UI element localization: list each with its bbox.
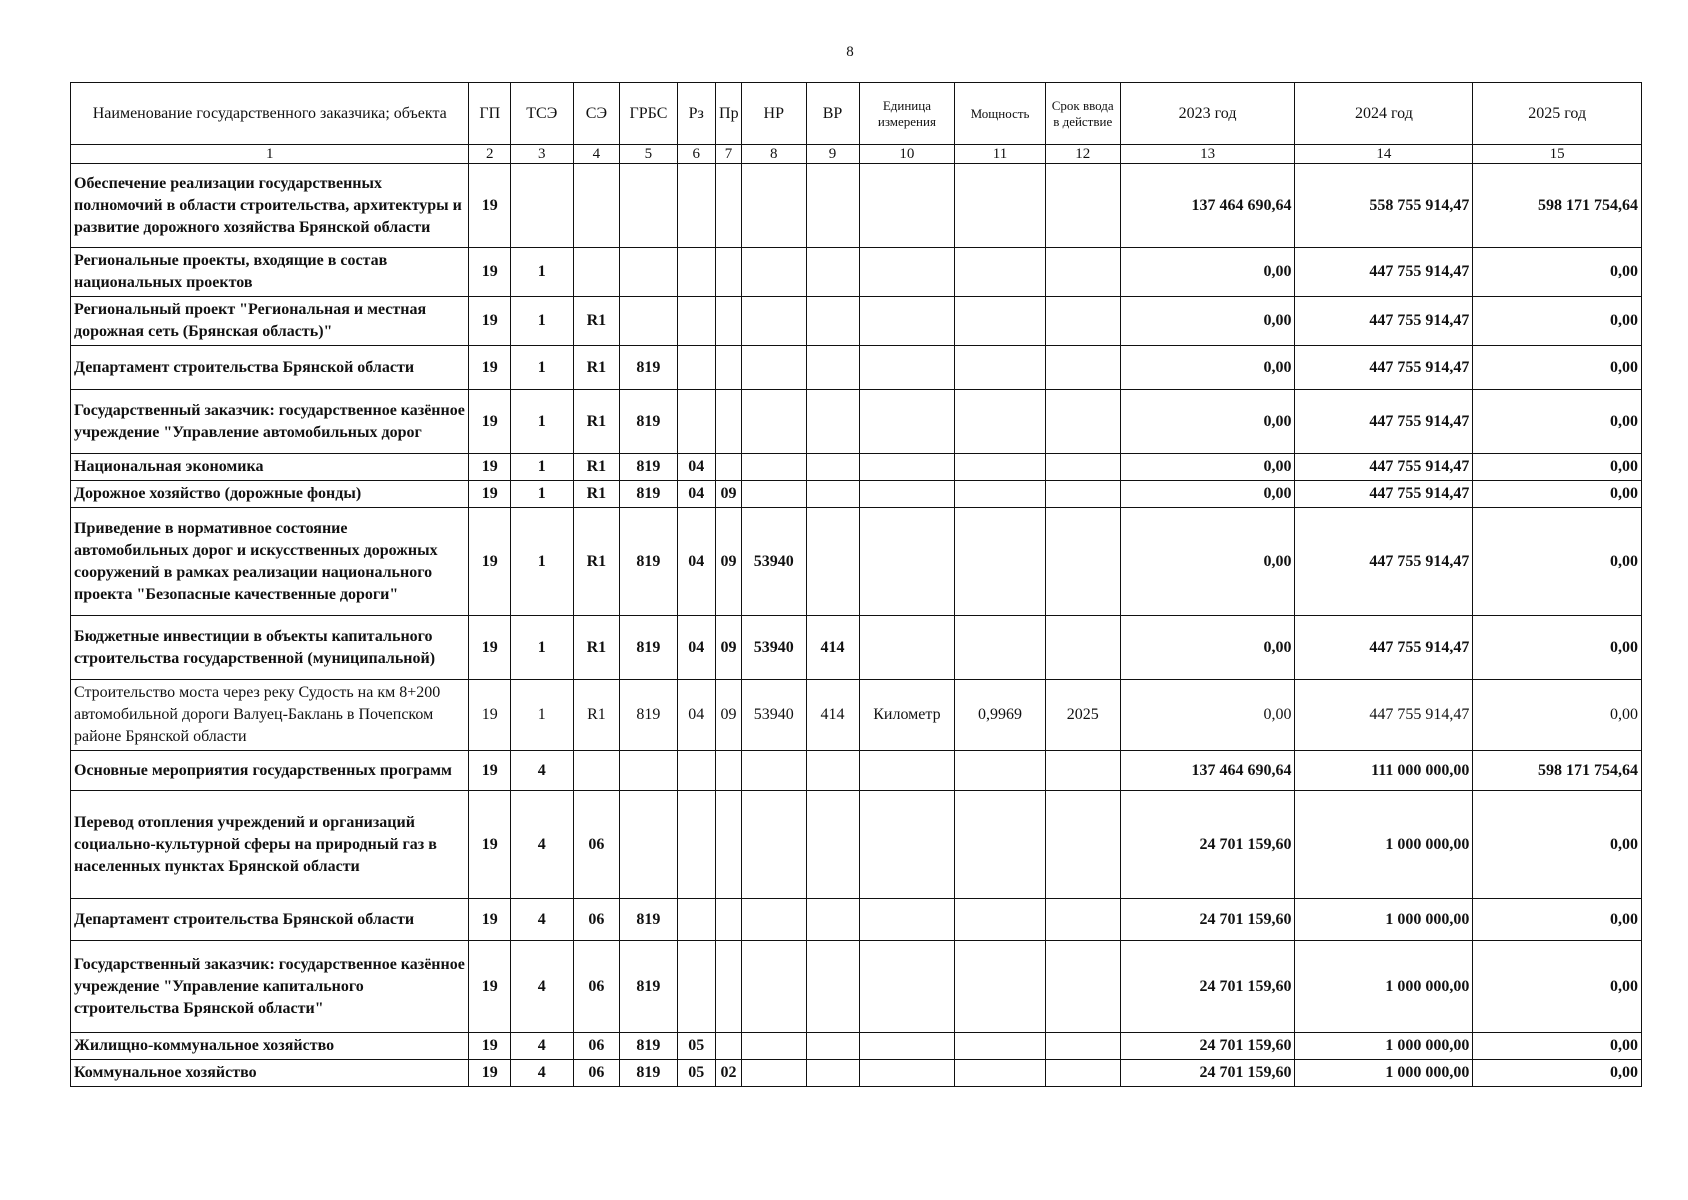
cell-se [573,164,620,248]
cell-name: Коммунальное хозяйство [71,1060,469,1087]
cell-2023: 24 701 159,60 [1120,941,1295,1033]
cell-se: 06 [573,1060,620,1087]
cell-power [955,454,1046,481]
header-term: Срок ввода в действие [1045,83,1120,145]
cell-se: R1 [573,680,620,751]
cell-2025: 0,00 [1473,899,1642,941]
cell-2024: 447 755 914,47 [1295,454,1473,481]
cell-pr [716,164,742,248]
cell-unit [859,791,955,899]
cell-se: 06 [573,899,620,941]
cell-vr [806,1033,859,1060]
header-tse: ТСЭ [511,83,573,145]
cell-vr [806,941,859,1033]
page-number: 8 [846,44,854,60]
cell-term [1045,481,1120,508]
header-power: Мощность [955,83,1046,145]
cell-2024: 447 755 914,47 [1295,346,1473,390]
cell-nr [742,454,807,481]
cell-unit [859,751,955,791]
cell-pr [716,297,742,346]
cell-se: R1 [573,616,620,680]
cell-grbs [620,297,677,346]
header-unit: Единица измерения [859,83,955,145]
cell-tse: 1 [511,616,573,680]
column-number: 8 [742,145,807,164]
cell-term [1045,1060,1120,1087]
cell-se: R1 [573,481,620,508]
table-row [71,297,1642,346]
cell-pr [716,454,742,481]
cell-tse: 1 [511,248,573,297]
cell-nr [742,941,807,1033]
cell-se: R1 [573,346,620,390]
table-row [71,1060,1642,1087]
cell-rz: 05 [677,1033,715,1060]
cell-pr [716,346,742,390]
cell-2024: 111 000 000,00 [1295,751,1473,791]
cell-gp: 19 [469,1033,511,1060]
column-number: 9 [806,145,859,164]
cell-rz [677,751,715,791]
cell-gp: 19 [469,164,511,248]
cell-tse [511,164,573,248]
table-row [71,481,1642,508]
cell-vr: 414 [806,680,859,751]
cell-2025: 0,00 [1473,616,1642,680]
cell-vr [806,390,859,454]
table-row [71,1033,1642,1060]
cell-grbs [620,791,677,899]
cell-2025: 0,00 [1473,297,1642,346]
header-2025: 2025 год [1473,83,1642,145]
cell-2024: 447 755 914,47 [1295,680,1473,751]
cell-rz: 04 [677,454,715,481]
cell-tse: 1 [511,346,573,390]
cell-gp: 19 [469,390,511,454]
column-number: 1 [71,145,469,164]
cell-tse: 1 [511,481,573,508]
cell-grbs: 819 [620,390,677,454]
cell-nr [742,164,807,248]
cell-nr [742,297,807,346]
cell-name: Жилищно-коммунальное хозяйство [71,1033,469,1060]
cell-gp: 19 [469,791,511,899]
cell-grbs: 819 [620,454,677,481]
cell-vr [806,508,859,616]
cell-grbs: 819 [620,346,677,390]
cell-power [955,616,1046,680]
cell-vr: 414 [806,616,859,680]
cell-pr [716,751,742,791]
cell-nr [742,1033,807,1060]
table-row [71,346,1642,390]
cell-tse: 4 [511,751,573,791]
header-se: СЭ [573,83,620,145]
cell-gp: 19 [469,481,511,508]
cell-vr [806,164,859,248]
cell-nr [742,791,807,899]
cell-rz [677,899,715,941]
cell-2025: 0,00 [1473,508,1642,616]
cell-name: Основные мероприятия государственных программ [71,751,469,791]
cell-2025: 0,00 [1473,248,1642,297]
table-row [71,390,1642,454]
cell-gp: 19 [469,1060,511,1087]
cell-tse: 1 [511,390,573,454]
table-row [71,941,1642,1033]
cell-2023: 0,00 [1120,248,1295,297]
cell-unit [859,941,955,1033]
cell-term [1045,390,1120,454]
cell-unit [859,899,955,941]
column-number: 3 [511,145,573,164]
cell-2024: 1 000 000,00 [1295,941,1473,1033]
cell-2023: 0,00 [1120,680,1295,751]
cell-vr [806,346,859,390]
header-pr: Пр [716,83,742,145]
cell-gp: 19 [469,248,511,297]
cell-nr [742,481,807,508]
table-row [71,508,1642,616]
table-body [71,164,1642,1087]
cell-2024: 447 755 914,47 [1295,297,1473,346]
cell-gp: 19 [469,454,511,481]
cell-tse: 4 [511,941,573,1033]
cell-2025: 0,00 [1473,791,1642,899]
cell-nr [742,390,807,454]
cell-grbs: 819 [620,680,677,751]
cell-gp: 19 [469,297,511,346]
cell-2024: 447 755 914,47 [1295,248,1473,297]
column-number: 11 [955,145,1046,164]
cell-power [955,164,1046,248]
column-number-row [71,145,1642,164]
cell-vr [806,751,859,791]
cell-nr [742,899,807,941]
cell-grbs [620,248,677,297]
cell-gp: 19 [469,508,511,616]
cell-power [955,297,1046,346]
header-nr: НР [742,83,807,145]
cell-vr [806,248,859,297]
cell-2023: 0,00 [1120,454,1295,481]
cell-pr [716,791,742,899]
cell-gp: 19 [469,941,511,1033]
cell-unit: Километр [859,680,955,751]
cell-2024: 447 755 914,47 [1295,616,1473,680]
cell-grbs [620,164,677,248]
cell-power [955,1060,1046,1087]
cell-unit [859,508,955,616]
cell-rz: 04 [677,481,715,508]
cell-se: R1 [573,508,620,616]
cell-2023: 137 464 690,64 [1120,751,1295,791]
cell-name: Бюджетные инвестиции в объекты капитального строительства государственной (муниципальной) [71,616,469,680]
cell-power [955,1033,1046,1060]
cell-rz [677,941,715,1033]
cell-vr [806,481,859,508]
cell-2023: 0,00 [1120,297,1295,346]
cell-vr [806,899,859,941]
cell-power [955,508,1046,616]
cell-name: Государственный заказчик: государственное казённое учреждение "Управление капитального строительства Брянской области" [71,941,469,1033]
cell-rz: 04 [677,680,715,751]
cell-se: R1 [573,454,620,481]
cell-grbs: 819 [620,1033,677,1060]
cell-power [955,346,1046,390]
cell-2023: 0,00 [1120,390,1295,454]
cell-2024: 1 000 000,00 [1295,791,1473,899]
cell-2023: 137 464 690,64 [1120,164,1295,248]
cell-gp: 19 [469,751,511,791]
cell-tse: 1 [511,680,573,751]
cell-term [1045,454,1120,481]
table-row [71,899,1642,941]
cell-name: Обеспечение реализации государственных полномочий в области строительства, архитектуры и развитие дорожного хозяйства Брянской области [71,164,469,248]
cell-se: R1 [573,297,620,346]
cell-2024: 558 755 914,47 [1295,164,1473,248]
cell-term [1045,616,1120,680]
cell-name: Перевод отопления учреждений и организаций социально-культурной сферы на природный газ в населенных пунктах Брянской области [71,791,469,899]
cell-2023: 24 701 159,60 [1120,791,1295,899]
cell-2025: 0,00 [1473,941,1642,1033]
cell-rz: 05 [677,1060,715,1087]
cell-2023: 24 701 159,60 [1120,899,1295,941]
cell-vr [806,1060,859,1087]
cell-tse: 4 [511,791,573,899]
cell-2024: 447 755 914,47 [1295,390,1473,454]
cell-tse: 1 [511,508,573,616]
cell-se [573,248,620,297]
cell-power [955,390,1046,454]
table-row [71,164,1642,248]
cell-rz: 04 [677,508,715,616]
cell-vr [806,791,859,899]
cell-term [1045,1033,1120,1060]
cell-name: Государственный заказчик: государственное казённое учреждение "Управление автомобильных дорог [71,390,469,454]
cell-2025: 0,00 [1473,1033,1642,1060]
cell-power [955,481,1046,508]
header-row [71,83,1642,145]
cell-power [955,899,1046,941]
cell-term [1045,751,1120,791]
cell-name: Дорожное хозяйство (дорожные фонды) [71,481,469,508]
column-number: 7 [716,145,742,164]
table-row [71,751,1642,791]
cell-unit [859,616,955,680]
cell-2025: 598 171 754,64 [1473,164,1642,248]
cell-term [1045,248,1120,297]
cell-gp: 19 [469,899,511,941]
cell-2023: 24 701 159,60 [1120,1060,1295,1087]
cell-pr: 09 [716,680,742,751]
cell-rz [677,248,715,297]
header-2023: 2023 год [1120,83,1295,145]
cell-term [1045,164,1120,248]
cell-tse: 4 [511,1060,573,1087]
cell-name: Региональные проекты, входящие в состав национальных проектов [71,248,469,297]
header-2024: 2024 год [1295,83,1473,145]
cell-tse: 1 [511,454,573,481]
header-gp: ГП [469,83,511,145]
header-name: Наименование государственного заказчика; объекта [71,83,469,145]
table-row [71,680,1642,751]
cell-2024: 447 755 914,47 [1295,508,1473,616]
cell-name: Департамент строительства Брянской области [71,346,469,390]
cell-grbs: 819 [620,616,677,680]
cell-rz [677,164,715,248]
cell-power: 0,9969 [955,680,1046,751]
cell-grbs: 819 [620,899,677,941]
cell-nr: 53940 [742,616,807,680]
cell-unit [859,390,955,454]
cell-se: R1 [573,390,620,454]
cell-2024: 1 000 000,00 [1295,1033,1473,1060]
cell-2023: 0,00 [1120,346,1295,390]
cell-name: Департамент строительства Брянской области [71,899,469,941]
cell-2025: 0,00 [1473,390,1642,454]
cell-2025: 0,00 [1473,346,1642,390]
cell-name: Национальная экономика [71,454,469,481]
cell-term [1045,508,1120,616]
cell-nr [742,248,807,297]
cell-unit [859,1033,955,1060]
cell-grbs [620,751,677,791]
cell-unit [859,248,955,297]
cell-name: Региональный проект "Региональная и местная дорожная сеть (Брянская область)" [71,297,469,346]
cell-nr [742,346,807,390]
cell-power [955,941,1046,1033]
cell-se: 06 [573,791,620,899]
cell-2023: 0,00 [1120,616,1295,680]
column-number: 10 [859,145,955,164]
cell-term: 2025 [1045,680,1120,751]
column-number: 12 [1045,145,1120,164]
cell-term [1045,941,1120,1033]
table-row [71,616,1642,680]
column-number: 6 [677,145,715,164]
cell-unit [859,164,955,248]
cell-2024: 1 000 000,00 [1295,1060,1473,1087]
cell-grbs: 819 [620,508,677,616]
column-number: 4 [573,145,620,164]
cell-unit [859,481,955,508]
cell-nr: 53940 [742,508,807,616]
cell-grbs: 819 [620,941,677,1033]
cell-2024: 1 000 000,00 [1295,899,1473,941]
cell-pr [716,248,742,297]
cell-vr [806,454,859,481]
cell-vr [806,297,859,346]
cell-pr: 09 [716,616,742,680]
cell-grbs: 819 [620,1060,677,1087]
cell-2023: 24 701 159,60 [1120,1033,1295,1060]
header-rz: Рз [677,83,715,145]
table-row [71,791,1642,899]
cell-pr [716,390,742,454]
cell-gp: 19 [469,616,511,680]
cell-rz [677,297,715,346]
cell-pr [716,899,742,941]
column-number: 14 [1295,145,1473,164]
table-row [71,454,1642,481]
cell-grbs: 819 [620,481,677,508]
cell-name: Строительство моста через реку Судость на км 8+200 автомобильной дороги Валуец-Баклань в Почепском районе Брянской области [71,680,469,751]
cell-pr: 02 [716,1060,742,1087]
cell-2025: 598 171 754,64 [1473,751,1642,791]
cell-pr: 09 [716,508,742,616]
cell-gp: 19 [469,346,511,390]
cell-power [955,248,1046,297]
cell-name: Приведение в нормативное состояние автомобильных дорог и искусственных дорожных сооружений в рамках реализации национального проекта "Безопасные качественные дороги" [71,508,469,616]
cell-unit [859,1060,955,1087]
cell-term [1045,899,1120,941]
cell-2023: 0,00 [1120,508,1295,616]
cell-tse: 1 [511,297,573,346]
cell-rz: 04 [677,616,715,680]
cell-2025: 0,00 [1473,680,1642,751]
column-number: 2 [469,145,511,164]
cell-pr [716,1033,742,1060]
cell-power [955,791,1046,899]
cell-gp: 19 [469,680,511,751]
cell-unit [859,297,955,346]
cell-se [573,751,620,791]
cell-pr [716,941,742,1033]
cell-tse: 4 [511,899,573,941]
cell-nr [742,1060,807,1087]
cell-2025: 0,00 [1473,454,1642,481]
cell-tse: 4 [511,1033,573,1060]
cell-term [1045,346,1120,390]
column-number: 5 [620,145,677,164]
column-number: 13 [1120,145,1295,164]
cell-nr [742,751,807,791]
cell-2024: 447 755 914,47 [1295,481,1473,508]
cell-pr: 09 [716,481,742,508]
budget-table [70,82,1642,1087]
cell-rz [677,791,715,899]
cell-power [955,751,1046,791]
table-row [71,248,1642,297]
cell-se: 06 [573,1033,620,1060]
cell-term [1045,297,1120,346]
header-grbs: ГРБС [620,83,677,145]
column-number: 15 [1473,145,1642,164]
cell-2025: 0,00 [1473,481,1642,508]
cell-unit [859,346,955,390]
cell-rz [677,346,715,390]
cell-nr: 53940 [742,680,807,751]
cell-2025: 0,00 [1473,1060,1642,1087]
cell-2023: 0,00 [1120,481,1295,508]
cell-unit [859,454,955,481]
header-vr: ВР [806,83,859,145]
cell-rz [677,390,715,454]
cell-se: 06 [573,941,620,1033]
cell-term [1045,791,1120,899]
